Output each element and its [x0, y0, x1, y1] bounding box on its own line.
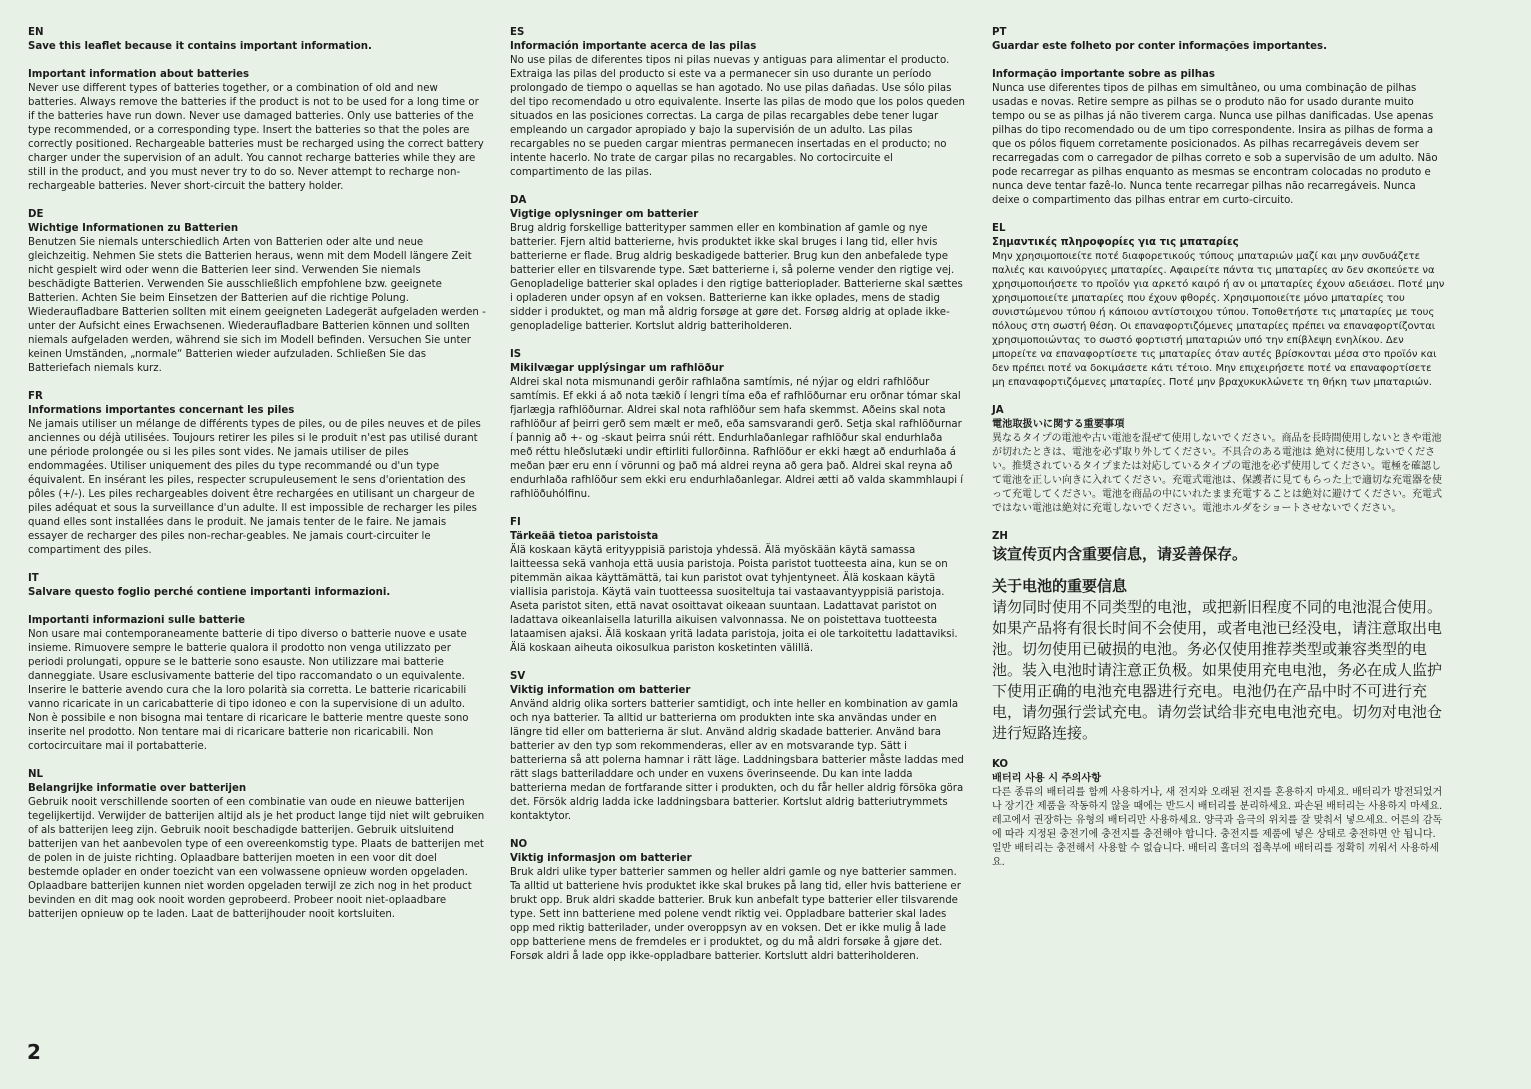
section-title-it: Importanti informazioni sulle batterie [28, 615, 246, 626]
language-code-sv: SV [510, 671, 526, 682]
section-title-es: Información importante acerca de las pilas [510, 41, 757, 52]
section-body-ko: 다른 종류의 배터리를 함께 사용하거나, 새 전지와 오래된 전지를 혼용하지 마세요. 배터리가 방전되었거나 장기간 제품을 작동하지 않을 때에는 반드시 배터리를 분리하세요. 파손된 배터리는 사용하지 마세요. 레고에서 권장하는 유형의 배터리만 사용하세요. 양극과 음극의 위치를 잘 맞춰서 넣으세요. 어른의 감독에 따라 지정된 충전기에 충전지를 충전해야 합니다. 충전지를 제품에 넣은 상태로 충전하면 안 됩니다. 일반 배터리는 충전해서 사용할 수 없습니다. 배터리 홀더의 접촉부에 배터리를 정확히 끼워서 사용하세요. [992, 787, 1443, 868]
language-code-nl: NL [28, 769, 44, 780]
save-leaflet-note-en: Save this leaflet because it contains important information. [28, 41, 372, 52]
section-title-ko: 배터리 사용 시 주의사항 [992, 773, 1102, 784]
column-left [28, 26, 486, 936]
section-ko [992, 758, 1446, 870]
section-title-fr: Informations importantes concernant les piles [28, 405, 295, 416]
language-code-ko: KO [992, 759, 1009, 770]
language-code-da: DA [510, 195, 527, 206]
section-body-es: No use pilas de diferentes tipos ni pilas nuevas y antiguas para alimentar el producto. Extraiga las pilas del producto si este va a permanecer sin uso durante un período prolongado de tiempo o aquellas se han agotado. No use pilas dañadas. Use sólo pilas del tipo recomendado u otro equivalente. Inserte las pilas de modo que los polos queden situados en las posiciones correctas. La carga de pilas recargables debe tener lugar empleando un cargador apropiado y bajo la supervisión de un adulto. Las pilas recargables no se pueden cargar mientras permanecen insertadas en el producto; no intente hacerlo. No trate de cargar pilas no recargables. No cortocircuite el compartimento de las pilas. [510, 55, 965, 178]
language-code-en: EN [28, 27, 44, 38]
language-code-es: ES [510, 27, 525, 38]
section-title-pt: Informação importante sobre as pilhas [992, 69, 1215, 80]
section-body-is: Aldrei skal nota mismunandi gerðir rafhlaðna samtímis, né nýjar og eldri rafhlöður samtímis. Ef ekki á að nota tækið í lengri tíma eða ef rafhlöðurnar eru orðnar tómar skal fjarlægja rafhlöðurnar. Aldrei skal nota rafhlöður sem hafa skemmst. Aðeins skal nota rafhlöður af þeirri gerð sem mælt er með, eða samsvarandi gerð. Setja skal rafhlöðurnar í þannig að +- og -skaut þeirra snúi rétt. Endurhlaðanlegar rafhlöður skal endurhlaða með réttu hleðslutæki undir eftirliti fullorðinna. Rafhlöður er ekki hægt að endurhlaða á meðan þær eru enn í vörunni og það má aldrei reyna að gera það. Aldrei skal reyna að endurhlaða rafhlöður sem ekki eru endurhlaðanlegar. Aldrei ætti að valda skammhlaupi í rafhlöðuhólfinu. [510, 377, 964, 500]
section-zh [992, 530, 1446, 744]
section-body-fi: Älä koskaan käytä erityyppisiä paristoja yhdessä. Älä myöskään käytä samassa laitteessa sekä vanhoja että uusia paristoja. Poista paristot tuotteesta aina, kun se on pitemmän aikaa käyttämättä, tai kun paristot ovat tyhjentyneet. Älä koskaan käytä viallisia paristoja. Käytä vain tuotteessa suositeltuja tai vastaavantyyppisiä paristoja. Aseta paristot siten, että navat osoittavat oikeaan suuntaan. Ladattavat paristot on ladattava oikeanlaisella laturilla aikuisen valvonnassa. Ne on poistettava tuotteesta lataamisen ajaksi. Älä koskaan yritä ladata paristoja, joita ei ole tarkoitettu ladattaviksi. Älä koskaan aiheuta oikosulkua pariston kosketinten välillä. [510, 545, 958, 654]
section-body-sv: Använd aldrig olika sorters batterier samtidigt, och inte heller en kombination av gamla och nya batterier. Ta alltid ur batterierna om produkten inte ska användas under en längre tid eller om batterierna är slut. Använd aldrig skadade batterier. Använd bara batterier av den typ som rekommenderas, eller av en motsvarande typ. Sätt i batterierna så att polerna hamnar i rätt läge. Laddningsbara batterier måste laddas med rätt slags batteriladdare och under en vuxens överinseende. Du kan inte ladda batterierna medan de fortfarande sitter i produkten, och du får heller aldrig försöka göra det. Försök aldrig ladda icke laddningsbara batterier. Kortslut aldrig batteriutrymmets kontaktytor. [510, 699, 964, 822]
language-code-zh: ZH [992, 531, 1008, 542]
section-title-da: Vigtige oplysninger om batterier [510, 209, 699, 220]
section-ja [992, 404, 1446, 516]
language-code-it: IT [28, 573, 39, 584]
section-body-da: Brug aldrig forskellige batterityper sammen eller en kombination af gamle og nye batterier. Fjern altid batterierne, hvis produktet ikke skal bruges i lang tid, eller hvis batterierne er flade. Brug aldrig beskadigede batterier. Brug kun den anbefalede type batterier eller en tilsvarende type. Sæt batterierne i, så polerne vender den rigtige vej. Genopladelige batterier skal oplades i den rigtige batterioplader. Batterierne skal sættes i opladeren under opsyn af en voksen. Batterierne kan ikke oplades, mens de stadig sidder i produktet, og man må aldrig forsøge at gøre det. Forsøg aldrig at oplade ikke-genopladelige batterier. Kortslut aldrig batteriholderen. [510, 223, 963, 332]
section-el [992, 222, 1446, 390]
section-title-sv: Viktig information om batterier [510, 685, 691, 696]
section-fr [28, 390, 486, 558]
section-body-pt: Nunca use diferentes tipos de pilhas em simultâneo, ou uma combinação de pilhas usadas e novas. Retire sempre as pilhas se o produto não for usado durante muito tempo ou se as pilhas já não tiverem carga. Nunca use pilhas danificadas. Use apenas pilhas do tipo recomendado ou de um tipo correspondente. Insira as pilhas de forma a que os pólos fiquem corretamente posicionados. As pilhas recarregáveis devem ser recarregadas com o carregador de pilhas correto e sob a supervisão de um adulto. Não pode recarregar as pilhas enquanto as mesmas se encontram colocadas no produto e nunca deve tentar fazê-lo. Nunca tente recarregar pilhas não recarregáveis. Nunca deixe o compartimento das pilhas entrar em curto-circuito. [992, 83, 1438, 206]
section-sv [510, 670, 965, 824]
language-code-de: DE [28, 209, 44, 220]
language-code-el: EL [992, 223, 1006, 234]
language-code-is: IS [510, 349, 522, 360]
section-nl [28, 768, 486, 922]
section-body-no: Bruk aldri ulike typer batterier sammen og heller aldri gamle og nye batterier sammen. Ta alltid ut batteriene hvis produktet ikke skal brukes på lang tid, eller hvis batteriene er brukt opp. Bruk aldri skadde batterier. Bruk kun anbefalt type batterier eller tilsvarende type. Sett inn batteriene med polene vendt riktig vei. Oppladbare batterier skal lades opp med riktig batterilader, under overoppsyn av en voksen. Det er ikke mulig å lade opp batteriene mens de fremdeles er i produktet, og du må aldri forsøke å gjøre det. Forsøk aldri å lade opp ikke-oppladbare batterier. Kortslutt aldri batteriholderen. [510, 867, 961, 962]
section-no [510, 838, 965, 964]
section-body-el: Μην χρησιμοποιείτε ποτέ διαφορετικούς τύπους μπαταριών μαζί και μην συνδυάζετε παλιές και καινούργιες μπαταρίες. Αφαιρείτε πάντα τις μπαταρίες αν δεν σκοπεύετε να χρησιμοποιήσετε το προϊόν για αρκετό καιρό ή αν οι μπαταρίες έχουν αδειάσει. Ποτέ μην χρησιμοποιείτε μπαταρίες που έχουν φθορές. Χρησιμοποιείτε μόνο μπαταρίες του συνιστώμενου τύπου ή κάποιου αντίστοιχου τύπου. Τοποθετήστε τις μπαταρίες με τους πόλους στη σωστή θέση. Οι επαναφορτιζόμενες μπαταρίες πρέπει να επαναφορτίζονται χρησιμοποιώντας το σωστό φορτιστή μπαταριών υπό την επίβλεψη ενηλίκου. Δεν μπορείτε να επαναφορτίσετε τις μπαταρίες όταν αυτές βρίσκονται μέσα στο προϊόν και δεν πρέπει ποτέ να δοκιμάσετε κάτι τέτοιο. Μην επιχειρήσετε ποτέ να επαναφορτίσετε μη επαναφορτιζόμενες μπαταρίες. Ποτέ μην βραχυκυκλώνετε τη θήκη των μπαταριών. [992, 251, 1445, 388]
section-it [28, 572, 486, 754]
language-code-no: NO [510, 839, 528, 850]
section-pt [992, 26, 1446, 208]
language-code-fr: FR [28, 391, 43, 402]
section-title-en: Important information about batteries [28, 69, 250, 80]
section-en [28, 26, 486, 194]
section-title-zh: 关于电池的重要信息 [992, 577, 1128, 595]
column-right [992, 26, 1446, 884]
save-leaflet-note-it: Salvare questo foglio perché contiene importanti informazioni. [28, 587, 391, 598]
section-body-en: Never use different types of batteries together, or a combination of old and new batteries. Always remove the batteries if the product is not to be used for a long time or if the batteries have run down. Never use damaged batteries. Only use batteries of the type recommended, or a corresponding type. Insert the batteries so that the poles are correctly positioned. Rechargeable batteries must be recharged using the correct battery charger under the supervision of an adult. You cannot recharge batteries while they are still in the product, and you must never try to do so. Never attempt to recharge non-rechargeable batteries. Never short-circuit the battery holder. [28, 83, 484, 192]
column-middle [510, 26, 965, 978]
save-leaflet-note-pt: Guardar este folheto por conter informações importantes. [992, 41, 1327, 52]
section-body-nl: Gebruik nooit verschillende soorten of een combinatie van oude en nieuwe batterijen tegelijkertijd. Verwijder de batterijen altijd als je het product lange tijd niet wilt gebruiken of als batterijen leeg zijn. Gebruik nooit beschadigde batterijen. Gebruik uitsluitend batterijen van het aanbevolen type of een overeenkomstig type. Plaats de batterijen met de polen in de juiste richting. Oplaadbare batterijen moeten in een voor dit doel bestemde oplader en onder toezicht van een volwassene opnieuw worden opgeladen. Oplaadbare batterijen kunnen niet worden opgeladen terwijl ze zich nog in het product bevinden en dit mag ook nooit worden geprobeerd. Probeer nooit niet-oplaadbare batterijen opnieuw op te laden. Laat de batterijhouder nooit kortsluiten. [28, 797, 485, 920]
language-code-fi: FI [510, 517, 521, 528]
section-body-ja: 異なるタイプの電池や古い電池を混ぜて使用しないでください。商品を長時間使用しないときや電池が切れたときは、電池を必ず取り外してください。不具合のある電池は 絶対に使用しないでください。推奨されているタイプまたは対応しているタイプの電池を必ず使用してください。電極を確認して電池を正しい向きに入れてください。充電式電池は、保護者に見てもらった上で適切な充電器を使って充電してください。電池を商品の中にいれたまま充電することは絶対に避けてください。充電式ではない電池は絶対に充電しないでください。電池ホルダをショートさせないでください。 [992, 433, 1442, 514]
section-body-fr: Ne jamais utiliser un mélange de différents types de piles, ou de piles neuves et de piles anciennes ou déjà utilisées. Toujours retirer les piles si le produit n'est pas utilisé durant une période prolongée ou si les piles sont vides. Ne jamais utiliser de piles endommagées. Utiliser uniquement des piles du type recommandé ou d'un type équivalent. En insérant les piles, respecter scrupuleusement le sens d'orientation des pôles (+/-). Les piles rechargeables doivent être rechargées en utilisant un chargeur de piles adéquat et sous la surveillance d'un adulte. Il est impossible de recharger les piles quand elles sont installées dans le produit. Ne jamais tenter de le faire. Ne jamais essayer de recharger des piles non-rechar-geables. Ne jamais court-circuiter le compartiment des piles. [28, 419, 481, 556]
section-title-ja: 電池取扱いに関する重要事項 [992, 419, 1125, 430]
section-body-de: Benutzen Sie niemals unterschiedlich Arten von Batterien oder alte und neue gleichzeitig. Nehmen Sie stets die Batterien heraus, wenn mit dem Modell längere Zeit nicht gespielt wird oder wenn die Batterien leer sind. Verwenden Sie niemals beschädigte Batterien. Verwenden Sie ausschließlich empfohlene bzw. geeignete Batterien. Achten Sie beim Einsetzen der Batterien auf die richtige Polung. Wiederaufladbare Batterien sollten mit einem geeigneten Ladegerät aufgeladen werden - unter der Aufsicht eines Erwachsenen. Wiederaufladbare Batterien können und sollten niemals aufgeladen werden, während sie sich im Modell befinden. Versuchen Sie unter keinen Umständen, „normale“ Batterien wieder aufzuladen. Schließen Sie das Batteriefach niemals kurz. [28, 237, 486, 374]
section-da [510, 194, 965, 334]
language-code-pt: PT [992, 27, 1007, 38]
section-de [28, 208, 486, 376]
section-title-fi: Tärkeää tietoa paristoista [510, 531, 659, 542]
section-title-nl: Belangrijke informatie over batterijen [28, 783, 247, 794]
save-leaflet-note-zh: 该宣传页内含重要信息，请妥善保存。 [992, 545, 1248, 563]
section-title-no: Viktig informasjon om batterier [510, 853, 692, 864]
section-body-zh: 请勿同时使用不同类型的电池，或把新旧程度不同的电池混合使用。如果产品将有很长时间不会使用，或者电池已经没电，请注意取出电池。切勿使用已破损的电池。务必仅使用推荐类型或兼容类型的电池。装入电池时请注意正负极。如果使用充电电池，务必在成人监护下使用正确的电池充电器进行充电。电池仍在产品中时不可进行充电，请勿强行尝试充电。请勿尝试给非充电电池充电。切勿对电池仓进行短路连接。 [992, 598, 1443, 742]
section-body-it: Non usare mai contemporaneamente batterie di tipo diverso o batterie nuove e usate insieme. Rimuovere sempre le batterie qualora il prodotto non venga utilizzato per periodi prolungati, oppure se le batterie sono esauste. Non utilizzare mai batterie danneggiate. Usare esclusivamente batterie del tipo raccomandato o un equivalente. Inserire le batterie avendo cura che la loro polarità sia corretta. Le batterie ricaricabili vanno ricaricate in un caricabatterie di tipo idoneo e con la supervisione di un adulto. Non è possibile e non bisogna mai tentare di ricaricare le batterie mentre queste sono inserite nel prodotto. Non tentare mai di ricaricare batterie non ricaricabili. Non cortocircuitare mai il portabatterie. [28, 629, 469, 752]
section-title-de: Wichtige Informationen zu Batterien [28, 223, 239, 234]
page-number: 2 [27, 1040, 41, 1064]
section-es [510, 26, 965, 180]
section-title-el: Σημαντικές πληροφορίες για τις μπαταρίες [992, 237, 1239, 248]
section-title-is: Mikilvægar upplýsingar um rafhlöður [510, 363, 724, 374]
section-fi [510, 516, 965, 656]
section-is [510, 348, 965, 502]
language-code-ja: JA [992, 405, 1004, 416]
